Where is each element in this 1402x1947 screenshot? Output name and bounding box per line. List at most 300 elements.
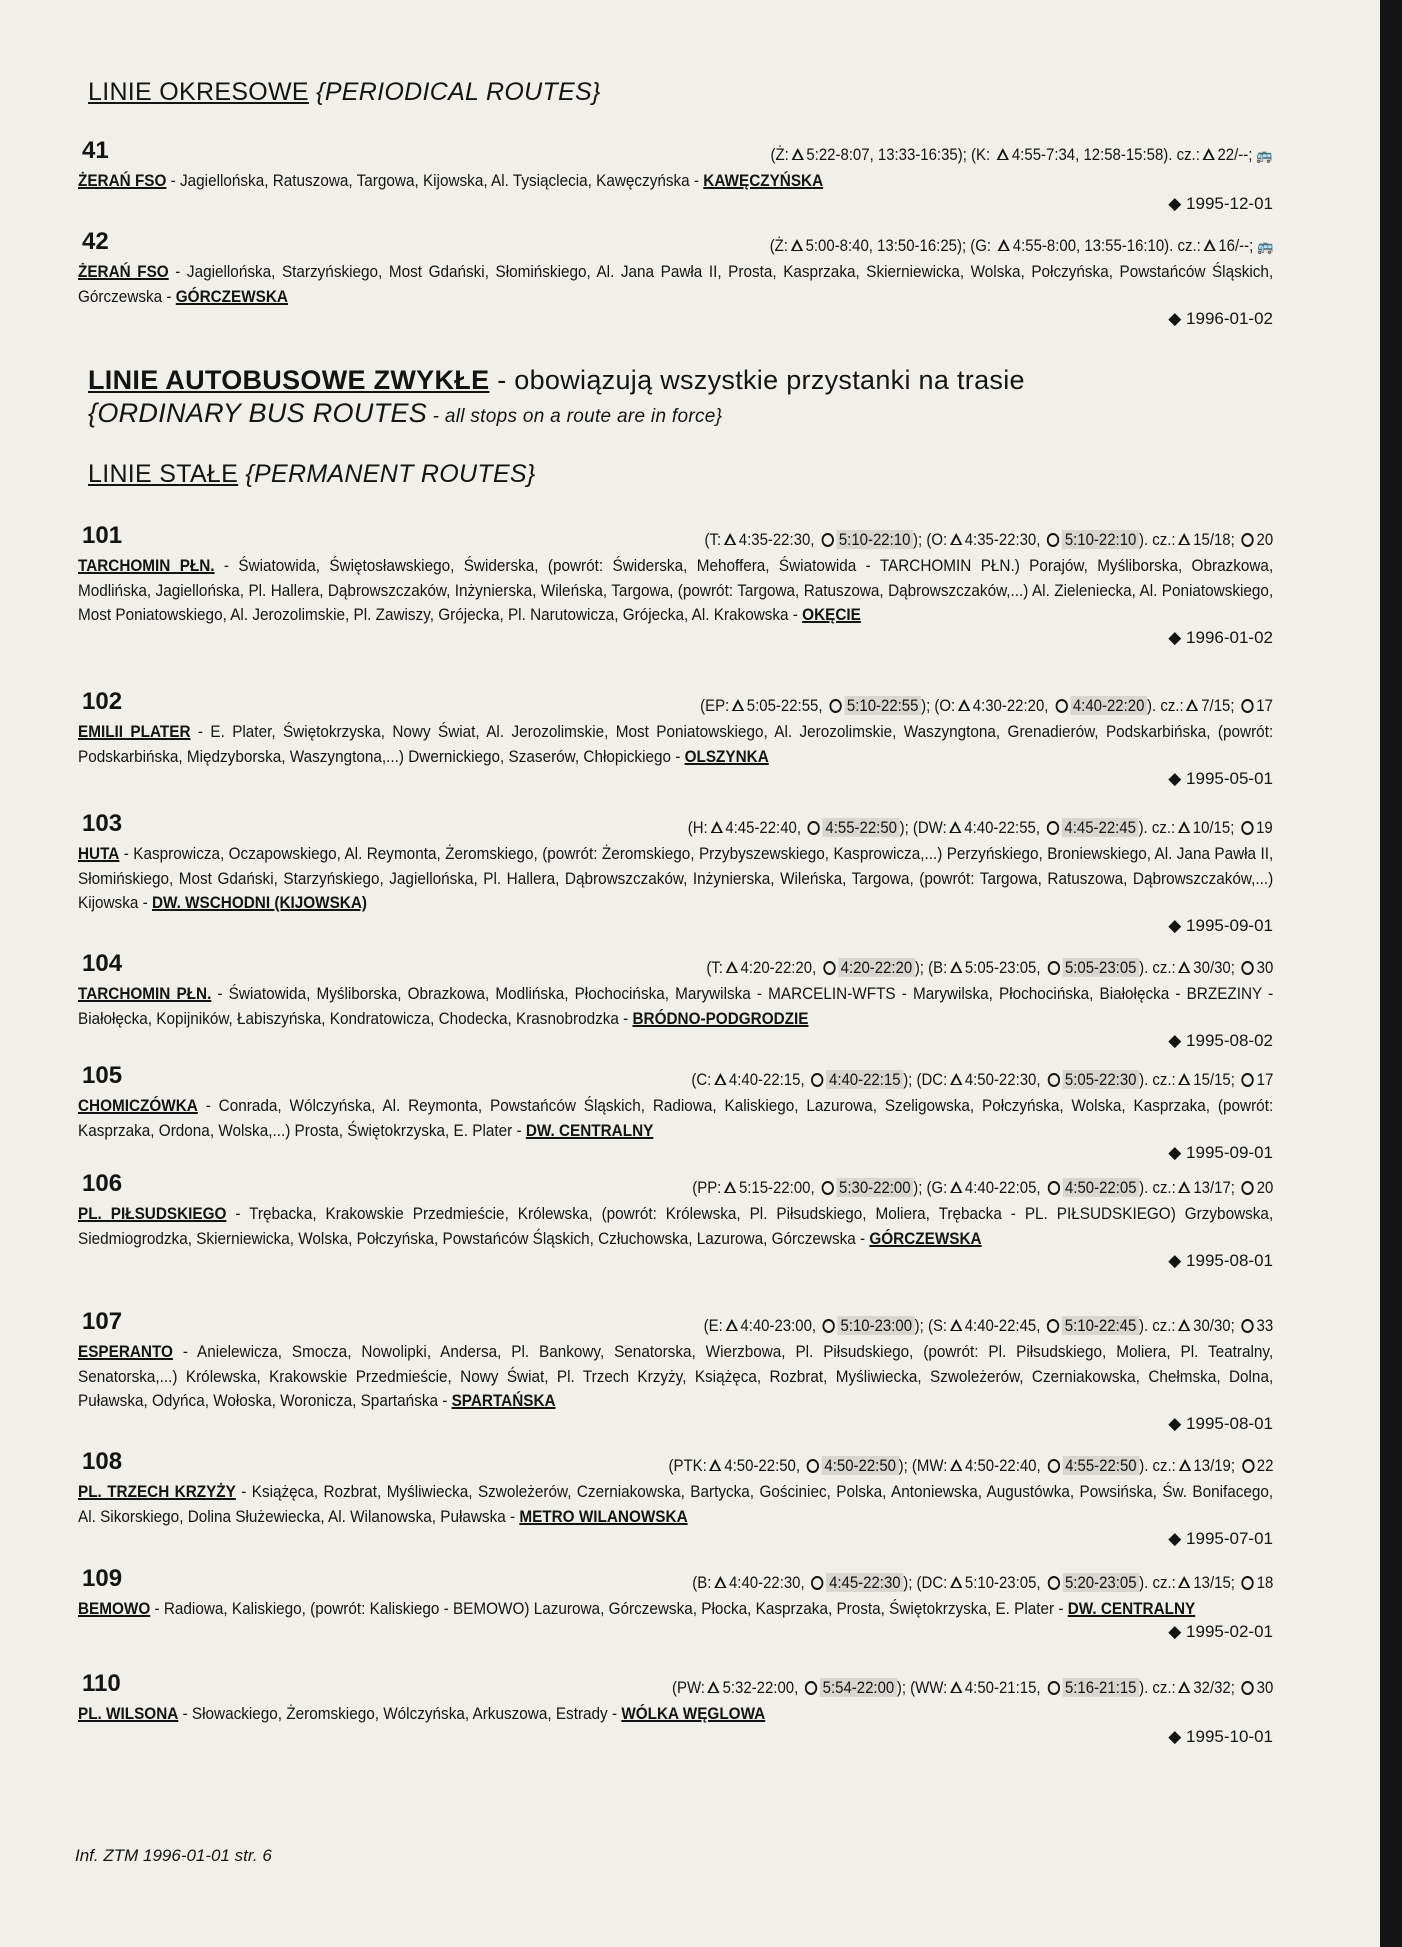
holiday-times: 4:50-22:05 — [1062, 1178, 1139, 1197]
frequency-holiday: 17 — [1256, 696, 1273, 715]
circle-clock-icon — [1241, 1319, 1253, 1333]
route-date-value: 1995-10-01 — [1186, 1726, 1273, 1746]
permanent-heading-pl: LINIE STAŁE — [88, 460, 239, 488]
route-times — [704, 1316, 1273, 1336]
triangle-outline-icon — [792, 148, 804, 160]
triangle-outline-icon — [950, 1181, 962, 1193]
circle-clock-icon — [821, 533, 833, 547]
route-entry — [78, 1308, 1273, 1434]
terminal-code: (C: — [691, 1070, 712, 1089]
frequency-label: ). cz.: — [1138, 818, 1176, 837]
route-description — [78, 169, 1273, 194]
times-separator: ); (O: — [912, 530, 947, 549]
holiday-times: 5:10-22:55 — [844, 696, 921, 715]
start-terminal: PL. TRZECH KRZYŻY — [78, 1482, 236, 1501]
route-number: 109 — [82, 1565, 123, 1592]
circle-clock-icon — [821, 1181, 833, 1195]
route-date — [78, 628, 1273, 648]
holiday-times: 4:40-22:15 — [826, 1070, 903, 1089]
terminal-code: (B: — [691, 1573, 712, 1592]
frequency-weekday: 15/15; — [1192, 1070, 1235, 1089]
route-times — [688, 818, 1273, 838]
triangle-outline-icon — [1178, 821, 1190, 833]
route-description — [78, 1202, 1273, 1251]
route-date — [78, 1529, 1273, 1549]
frequency-label: ). cz.: — [1138, 1456, 1176, 1475]
circle-clock-icon — [1241, 1576, 1253, 1590]
triangle-outline-icon — [1186, 699, 1198, 711]
route-number: 101 — [82, 522, 123, 549]
circle-clock-icon — [811, 1073, 823, 1087]
diamond-icon: ◆ — [1168, 1143, 1187, 1162]
frequency-weekday: 10/15; — [1192, 818, 1235, 837]
terminal-code: (EP: — [700, 696, 730, 715]
route-date-value: 1995-09-01 — [1186, 915, 1273, 935]
end-terminal: WÓLKA WĘGLOWA — [621, 1704, 766, 1723]
weekday-times: 4:35-22:30, — [964, 530, 1041, 549]
route-entry — [78, 1670, 1273, 1747]
frequency-label: ). cz.: — [1138, 1178, 1176, 1197]
triangle-outline-icon — [950, 1576, 962, 1588]
route-times — [771, 145, 1273, 165]
diamond-icon: ◆ — [1168, 1621, 1187, 1641]
holiday-times: 5:10-22:45 — [1062, 1316, 1139, 1335]
weekday-times: 4:50-21:15, — [964, 1678, 1041, 1697]
route-streets: - Światowida, Myśliborska, Obrazkowa, Modlińska, Płochocińska, Marywilska - MARCELIN-WFTS - Marywilska, Płochocińska, Białołęcka - BRZEZINY - Białołęcka, Kopijników, Łabiszyńska, Kondratowicza, Chodecka, Krasnobrodzka - — [78, 984, 1274, 1028]
weekday-times: 4:40-22:15, — [728, 1070, 805, 1089]
holiday-times: 5:10-23:00 — [838, 1316, 915, 1335]
weekday-times: 4:40-22:30, — [728, 1573, 805, 1592]
frequency-weekday: 30/30; — [1192, 1316, 1235, 1335]
route-number: 105 — [82, 1062, 123, 1089]
route-date — [78, 769, 1273, 789]
triangle-outline-icon — [950, 821, 962, 833]
terminal-code: (T: — [706, 958, 723, 977]
end-terminal: METRO WILANOWSKA — [519, 1506, 688, 1526]
terminal-code: (PTK: — [668, 1456, 707, 1475]
route-date-value: 1995-02-01 — [1186, 1621, 1273, 1641]
triangle-outline-icon — [714, 1576, 726, 1588]
frequency-label: ). cz.: — [1138, 958, 1176, 977]
circle-clock-icon — [1055, 699, 1067, 713]
route-date-value: 1995-09-01 — [1186, 1143, 1273, 1162]
terminal-code: (H: — [688, 818, 708, 837]
route-entry — [78, 1448, 1273, 1549]
triangle-outline-icon — [950, 961, 962, 973]
triangle-outline-icon — [1178, 1181, 1190, 1193]
route-entry — [78, 810, 1273, 936]
frequency-label: ). cz.: — [1138, 1678, 1176, 1697]
frequency-holiday: 20 — [1256, 1178, 1273, 1197]
holiday-times: 5:54-22:00 — [820, 1678, 897, 1697]
end-terminal: GÓRCZEWSKA — [175, 286, 288, 306]
triangle-outline-icon — [1178, 1319, 1190, 1331]
route-number: 104 — [82, 950, 123, 977]
route-times — [704, 530, 1273, 550]
route-entry — [78, 1062, 1273, 1163]
diamond-icon: ◆ — [1168, 769, 1187, 788]
frequency-holiday: 20 — [1256, 530, 1273, 549]
triangle-outline-icon — [950, 533, 962, 545]
circle-clock-icon — [1047, 1681, 1059, 1695]
start-terminal: ŻERAŃ FSO — [78, 262, 169, 281]
frequency-holiday: 30 — [1256, 958, 1273, 977]
circle-clock-icon — [1241, 533, 1253, 547]
terminal-code: (PP: — [691, 1178, 721, 1197]
route-times — [691, 1070, 1273, 1090]
route-entry — [78, 137, 1273, 214]
weekday-times: 4:35-22:30, — [738, 530, 815, 549]
frequency-label: ). cz.: — [1138, 1070, 1176, 1089]
frequency-holiday: 18 — [1256, 1573, 1273, 1592]
weekday-times: 5:00-8:40, 13:50-16:25); (G: — [805, 236, 991, 255]
route-streets: - E. Plater, Świętokrzyska, Nowy Świat, Al. Jerozolimskie, Most Poniatowskiego, Al. Jerozolimskie, Waszyngtona, Grenadierów, Podskarbińska, (powrót: Podskarbińska, Międzyborska, Waszyngtona,...) Dwernickiego, Szaserów, Chłopickiego - — [78, 722, 1274, 766]
times-separator: ); (DC: — [902, 1070, 947, 1089]
circle-clock-icon — [829, 699, 841, 713]
diamond-icon: ◆ — [1168, 1413, 1187, 1433]
terminal-code: (T: — [704, 530, 721, 549]
triangle-outline-icon — [1203, 239, 1215, 251]
weekday-times: 5:10-23:05, — [964, 1573, 1041, 1592]
holiday-times: 4:40-22:20 — [1070, 696, 1147, 715]
route-streets: - Kasprowicza, Oczapowskiego, Al. Reymonta, Żeromskiego, (powrót: Żeromskiego, Przybyszewskiego, Kasprowicza,...) Perzyńskiego, Broniewskiego, Al. Jana Pawła II, Słomińskiego, Most Gdański, Starzyńskiego, Jagiellońska, Pl. Hallera, Dąbrowszczaków, Inżynierska, Wileńska, Targowa, (powrót: Targowa, Ratuszowa, Dąbrowszczaków,...) Kijowska - — [78, 844, 1274, 912]
ordinary-heading-pl: LINIE AUTOBUSOWE ZWYKŁE — [88, 365, 490, 395]
route-streets: - Jagiellońska, Ratuszowa, Targowa, Kijowska, Al. Tysiąclecia, Kawęczyńska - — [166, 171, 704, 190]
route-date — [78, 1622, 1273, 1642]
route-description — [78, 1480, 1273, 1529]
circle-clock-icon — [1047, 961, 1059, 975]
route-streets: - Światowida, Świętosławskiego, Świderska, (powrót: Świderska, Mehoffera, Światowida - TARCHOMIN PŁN.) Porajów, Myśliborska, Obrazkowa, Modlińska, Jagiellońska, Pl. Hallera, Dąbrowszczaków, Inżynierska, Wileńska, Targowa, (powrót: Targowa, Ratuszowa, Dąbrowszczaków,...) Al. Zieleniecka, Al. Poniatowskiego, Most Poniatowskiego, Al. Jerozolimskie, Pl. Zawiszy, Grójecka, Pl. Narutowicza, Grójecka, Al. Krakowska - — [78, 556, 1274, 624]
periodical-heading-en: {PERIODICAL ROUTES} — [316, 78, 601, 106]
diamond-icon: ◆ — [1168, 1031, 1187, 1050]
route-times — [692, 1178, 1273, 1198]
circle-clock-icon — [1047, 1073, 1059, 1087]
start-terminal: ŻERAŃ FSO — [78, 171, 167, 190]
route-entry — [78, 228, 1273, 329]
route-entry — [78, 1170, 1273, 1271]
circle-clock-icon — [1047, 1319, 1059, 1333]
route-number: 107 — [82, 1308, 123, 1335]
triangle-outline-icon — [950, 1681, 962, 1693]
route-date-value: 1995-08-01 — [1186, 1251, 1273, 1270]
route-number: 42 — [82, 228, 109, 255]
route-date — [78, 1251, 1273, 1271]
diamond-icon: ◆ — [1168, 309, 1187, 328]
triangle-outline-icon — [958, 699, 970, 711]
route-times — [668, 1456, 1273, 1476]
weekday-times: 5:05-23:05, — [964, 958, 1041, 977]
weekday-times: 4:55-8:00, 13:55-16:10). cz.: — [1012, 236, 1201, 255]
frequency-holiday: 30 — [1256, 1678, 1273, 1697]
weekday-times: 4:40-22:55, — [964, 818, 1041, 837]
route-streets: - Anielewicza, Smocza, Nowolipki, Andersa, Pl. Bankowy, Senatorska, Wierzbowa, Pl. Piłsudskiego, (powrót: Pl. Piłsudskiego, Moliera, Pl. Teatralny, Senatorska,...) Królewska, Krakowskie Przedmieście, Nowy Świat, Pl. Trzech Krzyży, Książęca, Rozbrat, Myśliwiecka, Szwoleżerów, Czerniakowska, Chełmska, Dolna, Puławska, Odyńca, Wołoska, Woronicza, Spartańska - — [78, 1342, 1274, 1410]
circle-clock-icon — [1047, 533, 1059, 547]
route-date — [78, 1143, 1273, 1163]
frequency-weekday: 22/--; — [1217, 145, 1253, 164]
holiday-times: 4:50-22:50 — [821, 1456, 898, 1475]
holiday-times: 5:30-22:00 — [836, 1178, 913, 1197]
circle-clock-icon — [1241, 1181, 1253, 1195]
route-date-value: 1995-12-01 — [1186, 193, 1273, 213]
triangle-outline-icon — [1178, 1073, 1190, 1085]
end-terminal: BRÓDNO-PODGRODZIE — [632, 1008, 809, 1028]
circle-clock-icon — [1241, 821, 1253, 835]
triangle-outline-icon — [950, 1459, 962, 1471]
route-date — [78, 1414, 1273, 1434]
triangle-outline-icon — [1178, 961, 1190, 973]
times-separator: ); (DW: — [899, 818, 947, 837]
diamond-icon: ◆ — [1168, 193, 1187, 213]
diamond-icon: ◆ — [1168, 1251, 1187, 1270]
terminal-code: (E: — [703, 1316, 723, 1335]
frequency-weekday: 16/--; — [1217, 236, 1253, 255]
weekday-times: 5:05-22:55, — [746, 696, 823, 715]
holiday-times: 4:45-22:45 — [1062, 818, 1139, 837]
times-separator: ); (B: — [914, 958, 947, 977]
ordinary-heading-en: {ORDINARY BUS ROUTES — [88, 398, 428, 428]
circle-clock-icon — [1047, 821, 1059, 835]
route-entry — [78, 688, 1273, 789]
route-entry — [78, 522, 1273, 648]
weekday-times: 4:20-22:20, — [740, 958, 816, 977]
route-entry — [78, 1565, 1273, 1642]
route-times — [692, 1573, 1273, 1593]
route-streets: - Jagiellońska, Starzyńskiego, Most Gdański, Słomińskiego, Al. Jana Pawła II, Prosta, Kasprzaka, Skierniewicka, Wolska, Połczyńska, Powstańców Śląskich, Górczewska - — [78, 262, 1274, 306]
times-separator: ); (G: — [912, 1178, 947, 1197]
circle-clock-icon — [823, 1319, 835, 1333]
holiday-times: 5:10-22:10 — [1062, 530, 1139, 549]
start-terminal: CHOMICZÓWKA — [78, 1096, 198, 1115]
weekday-times: 4:50-22:30, — [964, 1070, 1041, 1089]
triangle-outline-icon — [1178, 1681, 1190, 1693]
diamond-icon: ◆ — [1168, 1529, 1187, 1548]
permanent-heading — [88, 460, 536, 489]
circle-clock-icon — [811, 1576, 823, 1590]
route-description — [78, 982, 1273, 1031]
circle-clock-icon — [805, 1681, 817, 1695]
holiday-times: 5:05-23:05 — [1062, 958, 1139, 977]
triangle-outline-icon — [997, 239, 1009, 251]
route-description — [78, 260, 1273, 309]
diamond-icon: ◆ — [1168, 627, 1187, 647]
frequency-holiday: 17 — [1256, 1070, 1273, 1089]
triangle-outline-icon — [950, 1073, 962, 1085]
holiday-times: 5:20-23:05 — [1062, 1573, 1139, 1592]
circle-clock-icon — [1047, 1181, 1059, 1195]
circle-clock-icon — [1241, 699, 1253, 713]
route-number: 103 — [82, 810, 123, 837]
route-number: 110 — [82, 1670, 121, 1697]
frequency-weekday: 13/19; — [1192, 1456, 1235, 1475]
circle-clock-icon — [1241, 1073, 1253, 1087]
times-separator: ); (O: — [921, 696, 956, 715]
frequency-weekday: 32/32; — [1192, 1678, 1235, 1697]
page-footer: Inf. ZTM 1996-01-01 str. 6 — [75, 1846, 272, 1865]
route-date — [78, 194, 1273, 214]
weekday-times: 4:40-23:00, — [740, 1316, 816, 1335]
route-description — [78, 720, 1273, 769]
ordinary-heading-en-desc: - all stops on a route are in force} — [427, 406, 723, 427]
frequency-holiday: 19 — [1256, 818, 1273, 837]
route-date-value: 1995-08-02 — [1186, 1031, 1273, 1050]
start-terminal: HUTA — [78, 844, 120, 863]
ordinary-heading-desc: - obowiązują wszystkie przystanki na trasie — [489, 365, 1025, 395]
start-terminal: TARCHOMIN PŁN. — [78, 556, 215, 575]
route-date — [78, 1031, 1273, 1051]
start-terminal: PL. WILSONA — [78, 1704, 179, 1723]
triangle-outline-icon — [707, 1681, 719, 1693]
route-streets: - Słowackiego, Żeromskiego, Wólczyńska, Arkuszowa, Estrady - — [178, 1704, 622, 1723]
end-terminal: OLSZYNKA — [684, 746, 769, 766]
route-number: 102 — [82, 688, 123, 715]
end-terminal: DW. WSCHODNI (KIJOWSKA) — [151, 893, 368, 912]
route-entry — [78, 950, 1273, 1051]
route-streets: - Trębacka, Krakowskie Przedmieście, Królewska, (powrót: Królewska, Pl. Piłsudskiego, Moliera, Trębacka - PL. PIŁSUDSKIEGO) Grzybowska, Siedmiogrodzka, Skierniewicka, Wolska, Połczyńska, Powstańców Śląskich, Człuchowska, Lazurowa, Górczewska - — [78, 1204, 1274, 1248]
triangle-outline-icon — [709, 1459, 721, 1471]
triangle-outline-icon — [711, 821, 723, 833]
triangle-outline-icon — [724, 533, 736, 545]
route-number: 41 — [82, 137, 109, 164]
holiday-times: 5:16-21:15 — [1062, 1678, 1139, 1697]
times-separator: ); (S: — [914, 1316, 947, 1335]
route-date-value: 1995-08-01 — [1186, 1413, 1273, 1433]
weekday-times: 4:40-22:45, — [964, 1316, 1041, 1335]
start-terminal: ESPERANTO — [78, 1342, 173, 1361]
circle-clock-icon — [806, 1459, 818, 1473]
end-terminal: GÓRCZEWSKA — [869, 1228, 982, 1248]
ordinary-heading-en-line — [88, 398, 722, 429]
holiday-times: 5:05-22:30 — [1062, 1070, 1139, 1089]
weekday-times: 5:22-8:07, 13:33-16:35); (K: — [806, 145, 991, 164]
triangle-outline-icon — [725, 1319, 737, 1331]
route-times — [700, 696, 1273, 716]
triangle-outline-icon — [732, 699, 744, 711]
route-number: 108 — [82, 1448, 123, 1475]
frequency-holiday: 33 — [1256, 1316, 1273, 1335]
frequency-label: ). cz.: — [1138, 530, 1176, 549]
weekday-times: 4:55-7:34, 12:58-15:58). cz.: — [1012, 145, 1201, 164]
weekday-times: 4:45-22:40, — [725, 818, 802, 837]
start-terminal: EMILII PLATER — [78, 722, 191, 741]
route-number: 106 — [82, 1170, 123, 1197]
triangle-outline-icon — [724, 1181, 736, 1193]
permanent-heading-en: {PERMANENT ROUTES} — [245, 460, 536, 488]
route-times — [672, 1678, 1273, 1698]
frequency-label: ). cz.: — [1147, 696, 1184, 715]
ordinary-heading — [88, 365, 1025, 396]
frequency-label: ). cz.: — [1138, 1573, 1176, 1592]
weekday-times: 5:32-22:00, — [722, 1678, 798, 1697]
periodical-heading — [88, 78, 601, 107]
weekday-times: 4:50-22:40, — [964, 1456, 1041, 1475]
triangle-outline-icon — [1178, 1576, 1190, 1588]
frequency-label: ). cz.: — [1138, 1316, 1176, 1335]
periodical-heading-pl: LINIE OKRESOWE — [88, 78, 309, 106]
frequency-weekday: 15/18; — [1192, 530, 1235, 549]
weekday-times: 4:50-22:50, — [723, 1456, 800, 1475]
terminal-code: (PW: — [671, 1678, 705, 1697]
end-terminal: DW. CENTRALNY — [1067, 1599, 1196, 1618]
holiday-times: 4:55-22:50 — [1062, 1456, 1139, 1475]
frequency-weekday: 30/30; — [1192, 958, 1235, 977]
route-streets: - Conrada, Wólczyńska, Al. Reymonta, Powstańców Śląskich, Radiowa, Kaliskiego, Lazurowa, Szeligowska, Połczyńska, Wolska, Kasprzaka, (powrót: Kasprzaka, Ordona, Wolska,...) Prosta, Świętokrzyska, E. Plater - — [78, 1096, 1274, 1140]
bus-icon: 🚌 — [1252, 147, 1273, 164]
bus-icon: 🚌 — [1252, 238, 1273, 255]
holiday-times: 5:10-22:10 — [836, 530, 913, 549]
triangle-outline-icon — [950, 1319, 962, 1331]
frequency-weekday: 13/15; — [1192, 1573, 1235, 1592]
circle-clock-icon — [1241, 961, 1253, 975]
start-terminal: TARCHOMIN PŁN. — [78, 984, 212, 1003]
weekday-times: 4:30-22:20, — [972, 696, 1049, 715]
end-terminal: SPARTAŃSKA — [451, 1391, 556, 1410]
route-description — [78, 554, 1273, 628]
route-times — [769, 236, 1273, 256]
times-separator: ); (DC: — [902, 1573, 947, 1592]
route-times — [706, 958, 1273, 978]
holiday-times: 4:55-22:50 — [823, 818, 900, 837]
route-description — [78, 842, 1273, 916]
weekday-times: 4:40-22:05, — [964, 1178, 1041, 1197]
circle-clock-icon — [1047, 1459, 1059, 1473]
terminal-code: (Ż: — [769, 236, 788, 255]
triangle-outline-icon — [997, 148, 1009, 160]
circle-clock-icon — [1241, 1681, 1253, 1695]
route-date — [78, 309, 1273, 329]
times-separator: ); (WW: — [896, 1678, 947, 1697]
circle-clock-icon — [823, 961, 835, 975]
route-description — [78, 1340, 1273, 1414]
triangle-outline-icon — [1203, 148, 1215, 160]
start-terminal: PL. PIŁSUDSKIEGO — [78, 1204, 227, 1223]
frequency-weekday: 13/17; — [1192, 1178, 1235, 1197]
frequency-weekday: 7/15; — [1201, 696, 1235, 715]
route-date-value: 1995-05-01 — [1186, 769, 1273, 788]
route-description — [78, 1597, 1273, 1622]
route-date-value: 1995-07-01 — [1186, 1529, 1273, 1548]
holiday-times: 4:20-22:20 — [838, 958, 915, 977]
route-streets: - Książęca, Rozbrat, Myśliwiecka, Szwoleżerów, Czerniakowska, Bartycka, Gościniec, Polska, Antoniewska, Augustówka, Powsińska, Św. Bonifacego, Al. Sikorskiego, Dolina Służewiecka, Al. Wilanowska, Puławska - — [78, 1482, 1274, 1526]
route-description — [78, 1702, 1273, 1727]
holiday-times: 4:45-22:30 — [826, 1573, 903, 1592]
route-streets: - Radiowa, Kaliskiego, (powrót: Kaliskiego - BEMOWO) Lazurowa, Górczewska, Płocka, Kasprzaka, Prosta, Świętokrzyska, E. Plater - — [150, 1599, 1068, 1618]
route-date — [78, 1727, 1273, 1747]
route-date-value: 1996-01-02 — [1186, 309, 1273, 328]
circle-clock-icon — [1241, 1459, 1253, 1473]
scan-edge — [1380, 0, 1402, 1947]
frequency-holiday: 22 — [1256, 1456, 1273, 1475]
weekday-times: 5:15-22:00, — [738, 1178, 815, 1197]
route-description — [78, 1094, 1273, 1143]
end-terminal: OKĘCIE — [802, 605, 861, 624]
end-terminal: KAWĘCZYŃSKA — [703, 171, 824, 190]
triangle-outline-icon — [1178, 533, 1190, 545]
triangle-outline-icon — [790, 239, 802, 251]
diamond-icon: ◆ — [1168, 915, 1187, 935]
route-date-value: 1996-01-02 — [1186, 627, 1273, 647]
terminal-code: (Ż: — [770, 145, 790, 164]
route-date — [78, 916, 1273, 936]
circle-clock-icon — [808, 821, 820, 835]
triangle-outline-icon — [714, 1073, 726, 1085]
diamond-icon: ◆ — [1168, 1726, 1187, 1746]
end-terminal: DW. CENTRALNY — [525, 1120, 654, 1140]
triangle-outline-icon — [1178, 1459, 1190, 1471]
triangle-outline-icon — [725, 961, 737, 973]
times-separator: ); (MW: — [898, 1456, 947, 1475]
start-terminal: BEMOWO — [78, 1599, 151, 1618]
circle-clock-icon — [1047, 1576, 1059, 1590]
